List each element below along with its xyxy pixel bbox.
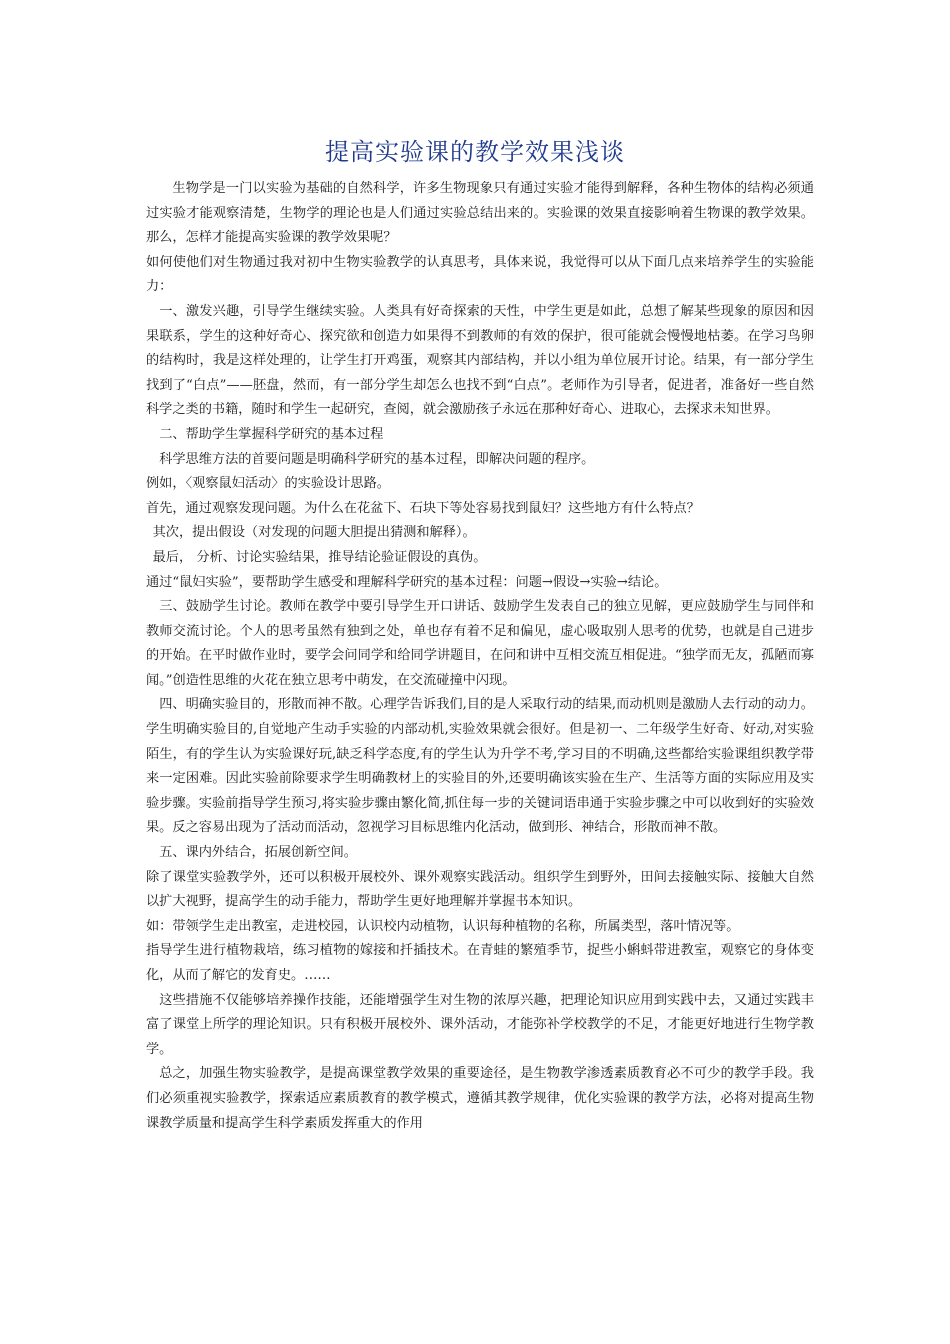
paragraph-section-5-activities: 除了课堂实验教学外，还可以积极开展校外、课外观察实践活动。组织学生到野外，田间去接触实际、接触大自然以扩大视野，提高学生的动手能力，帮助学生更好地理解并掌握书本知识。: [146, 869, 814, 910]
paragraph-conclusion: 总之，加强生物实验教学，是提高课堂教学效果的重要途径，是生物教学渗透素质教育必不可少的教学手段。我们必须重视实验教学，探索适应素质教育的教学模式，遵循其教学规律，优化实验课的教学方法，必将对提高生物课教学质量和提高学生科学素质发挥重大的作用: [146, 1066, 814, 1131]
paragraph-step-last: 最后， 分析、讨论实验结果，推导结论验证假设的真伪。: [152, 549, 487, 565]
paragraph-process: 通过“鼠妇实验”，要帮助学生感受和理解科学研究的基本过程：问题→假设→实验→结论。: [146, 574, 668, 590]
paragraph-section-5-example: 如：带领学生走出教室，走进校园，认识校内动植物，认识每种植物的名称，所属类型，落叶情况等。: [146, 918, 740, 934]
paragraph-section-5-guidance: 指导学生进行植物栽培，练习植物的嫁接和扦插技术。在青蛙的繁殖季节，捉些小蝌蚪带进教室，观察它的身体变化，从而了解它的发育史。……: [146, 943, 814, 983]
section-heading-5: 五、课内外结合，拓展创新空间。: [159, 845, 357, 861]
page-title: 提高实验课的教学效果浅谈: [325, 138, 625, 166]
paragraph-section-4: 四、明确实验目的，形散而神不散。心理学告诉我们,目的是人采取行动的结果,而动机则是激励人去行动的动力。学生明确实验目的,自觉地产生动手实验的内部动机,实验效果就会很好。但是初一、二年级学生好奇、好动,对实验陌生，有的学生认为实验课好玩,缺乏科学态度,有的学生认为升学不考,学习目的不明确,这些都给实验课组织教学带来一定困难。因此实验前除要求学生明确教材上的实验目的外,还要明确该实验在生产、生活等方面的实际应用及实验步骤。实验前指导学生预习,将实验步骤由繁化简,抓住每一步的关键词语串通于实验步骤之中可以收到好的实验效果。反之容易出现为了活动而活动，忽视学习目标思维内化活动，做到形、神结合，形散而神不散。: [146, 697, 814, 836]
paragraph-thinking: 如何使他们对生物通过我对初中生物实验教学的认真思考，具体来说，我觉得可以从下面几点来培养学生的实验能力：: [146, 254, 814, 295]
paragraph-step-first: 首先，通过观察发现问题。为什么在花盆下、石块下等处容易找到鼠妇？这些地方有什么特点？: [146, 500, 700, 516]
paragraph-section-2-intro: 科学思维方法的首要问题是明确科学研究的基本过程，即解决问题的程序。: [159, 451, 595, 467]
paragraph-section-1: 一、激发兴趣，引导学生继续实验。人类具有好奇探索的天性，中学生更是如此，总想了解某些现象的原因和因果联系，学生的这种好奇心、探究欲和创造力如果得不到教师的有效的保护，很可能就会慢慢地枯萎。在学习鸟卵的结构时，我是这样处理的，让学生打开鸡蛋，观察其内部结构，并以小组为单位展开讨论。结果，有一部分学生找到了“白点”——胚盘，然而，有一部分学生却怎么也找不到“白点”。老师作为引导者，促进者，准备好一些自然科学之类的书籍，随时和学生一起研究，查阅，就会激励孩子永远在那种好奇心、进取心，去探求未知世界。: [146, 303, 814, 418]
paragraph-example: 例如，〈观察鼠妇活动〉的实验设计思路。: [146, 476, 390, 492]
section-heading-2: 二、帮助学生掌握科学研究的基本过程: [159, 426, 384, 442]
paragraph-step-second: 其次，提出假设（对发现的问题大胆提出猜测和解释）。: [152, 525, 476, 541]
paragraph-section-3: 三、鼓励学生讨论。教师在教学中要引导学生开口讲话、鼓励学生发表自己的独立见解，更应鼓励学生与同伴和教师交流讨论。个人的思考虽然有独到之处，单也存有着不足和偏见，虚心吸取别人思考的优势，也就是自己进步的开始。在平时做作业时，要学会问同学和给同学讲题目，在问和讲中互相交流互相促进。“独学而无友，孤陋而寡闻。”创造性思维的火花在独立思考中萌发，在交流碰撞中闪现。: [146, 599, 814, 688]
paragraph-intro: 生物学是一门以实验为基础的自然科学，许多生物现象只有通过实验才能得到解释，各种生物体的结构必须通过实验才能观察清楚，生物学的理论也是人们通过实验总结出来的。实验课的效果直接影响着生物课的教学效果。那么，怎样才能提高实验课的教学效果呢？: [146, 181, 814, 246]
document-body: [146, 177, 814, 1136]
paragraph-measures: 这些措施不仅能够培养操作技能，还能增强学生对生物的浓厚兴趣，把理论知识应用到实践中去，又通过实践丰富了课堂上所学的理论知识。只有积极开展校外、课外活动，才能弥补学校教学的不足，才能更好地进行生物学教学。: [146, 992, 814, 1057]
